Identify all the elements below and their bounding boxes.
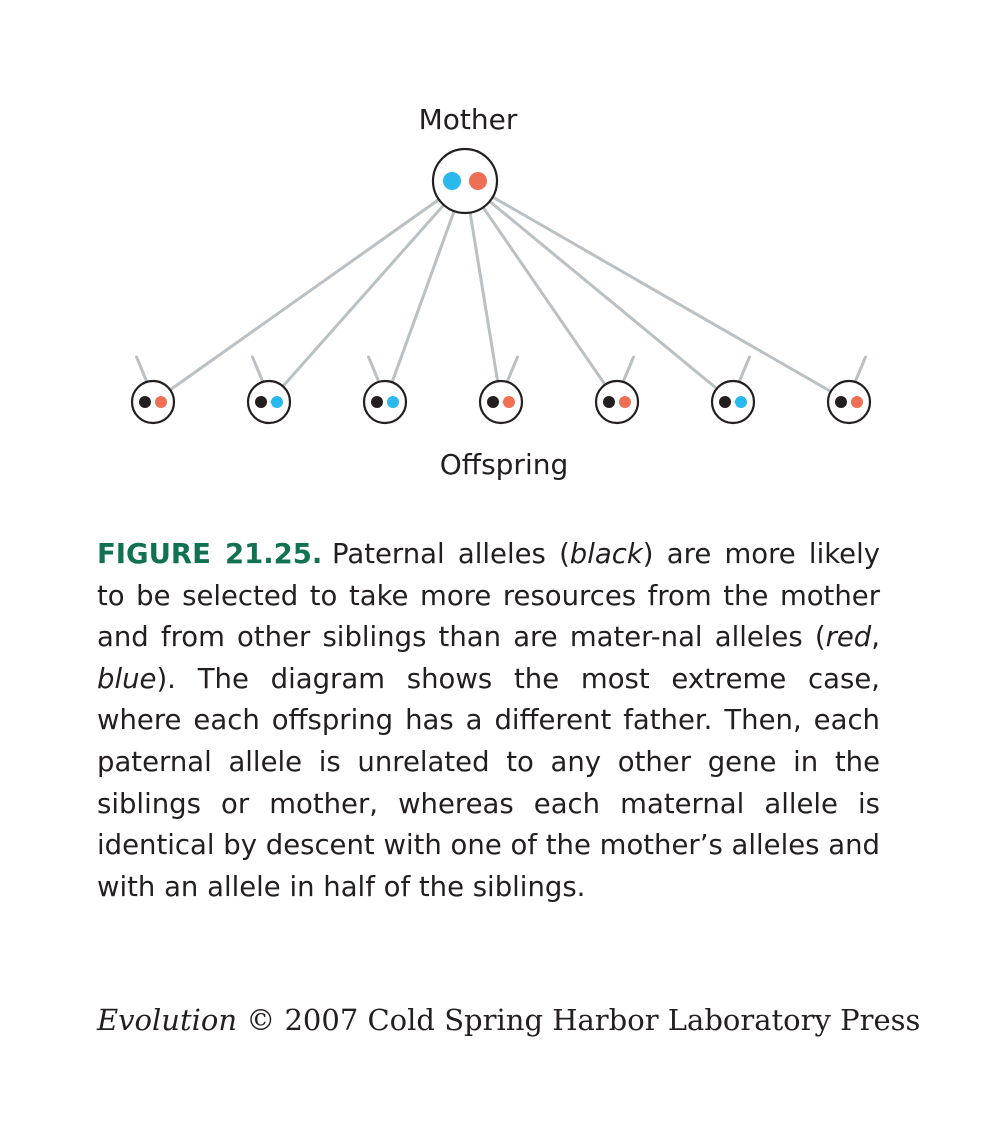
mother-offspring-line: [283, 205, 444, 386]
mother-allele-blue: [443, 172, 461, 190]
mother-allele-red: [469, 172, 487, 190]
mother-label: Mother: [418, 103, 518, 136]
caption-text-4: ). The diagram shows the most extreme case, where each offspring has a different father. Then, each paternal allele is unrelated to any other gene in the siblings or mother, whereas each maternal allele is identical by descent with one of the mother’s alleles and with an allele in half of the siblings.: [97, 662, 880, 903]
offspring-circle: [828, 381, 870, 423]
caption-text-3: ,: [871, 621, 880, 654]
caption-italic-red: red: [825, 621, 872, 654]
paternal-allele-black: [371, 396, 383, 408]
paternal-allele-black: [835, 396, 847, 408]
paternal-allele-black: [139, 396, 151, 408]
maternal-allele-red: [503, 396, 515, 408]
copyright-credit: [97, 996, 920, 1044]
paternal-allele-black: [603, 396, 615, 408]
offspring-circle: [712, 381, 754, 423]
caption-italic-blue: blue: [97, 662, 157, 695]
connection-lines: [137, 197, 866, 392]
caption-text-1: Paternal alleles (: [332, 538, 570, 570]
maternal-allele-red: [619, 396, 631, 408]
maternal-allele-blue: [387, 396, 399, 408]
offspring-circle: [480, 381, 522, 423]
mother-offspring-line: [483, 207, 605, 384]
maternal-allele-red: [851, 396, 863, 408]
father-stub-line: [137, 357, 147, 381]
mother-offspring-line: [470, 213, 498, 382]
mother-node: [433, 149, 497, 213]
maternal-allele-red: [155, 396, 167, 408]
father-stub-line: [624, 357, 634, 381]
copyright-text: © 2007 Cold Spring Harbor Laboratory Press: [246, 1003, 921, 1037]
figure-number: FIGURE 21.25.: [97, 538, 323, 570]
father-stub-line: [369, 357, 379, 381]
father-stub-line: [740, 357, 750, 381]
paternal-allele-black: [719, 396, 731, 408]
maternal-allele-blue: [735, 396, 747, 408]
father-stub-line: [253, 357, 263, 381]
offspring-label: Offspring: [439, 448, 569, 481]
mother-offspring-line: [490, 201, 717, 388]
book-title: Evolution: [97, 1003, 238, 1037]
offspring-nodes: [132, 381, 870, 423]
offspring-circle: [132, 381, 174, 423]
father-stub-line: [508, 357, 518, 381]
caption-italic-black: black: [569, 538, 643, 570]
figure-caption: [97, 534, 880, 908]
paternal-allele-black: [255, 396, 267, 408]
father-stub-line: [856, 357, 866, 381]
offspring-circle: [596, 381, 638, 423]
mother-offspring-line: [392, 211, 454, 382]
offspring-circle: [364, 381, 406, 423]
paternal-allele-black: [487, 396, 499, 408]
maternal-allele-blue: [271, 396, 283, 408]
mother-circle: [433, 149, 497, 213]
offspring-circle: [248, 381, 290, 423]
caption-text-2: ) are more likely to be selected to take more resources from the mother and from other siblings than are mater-nal alleles (: [97, 538, 880, 654]
inheritance-diagram: [0, 0, 984, 500]
